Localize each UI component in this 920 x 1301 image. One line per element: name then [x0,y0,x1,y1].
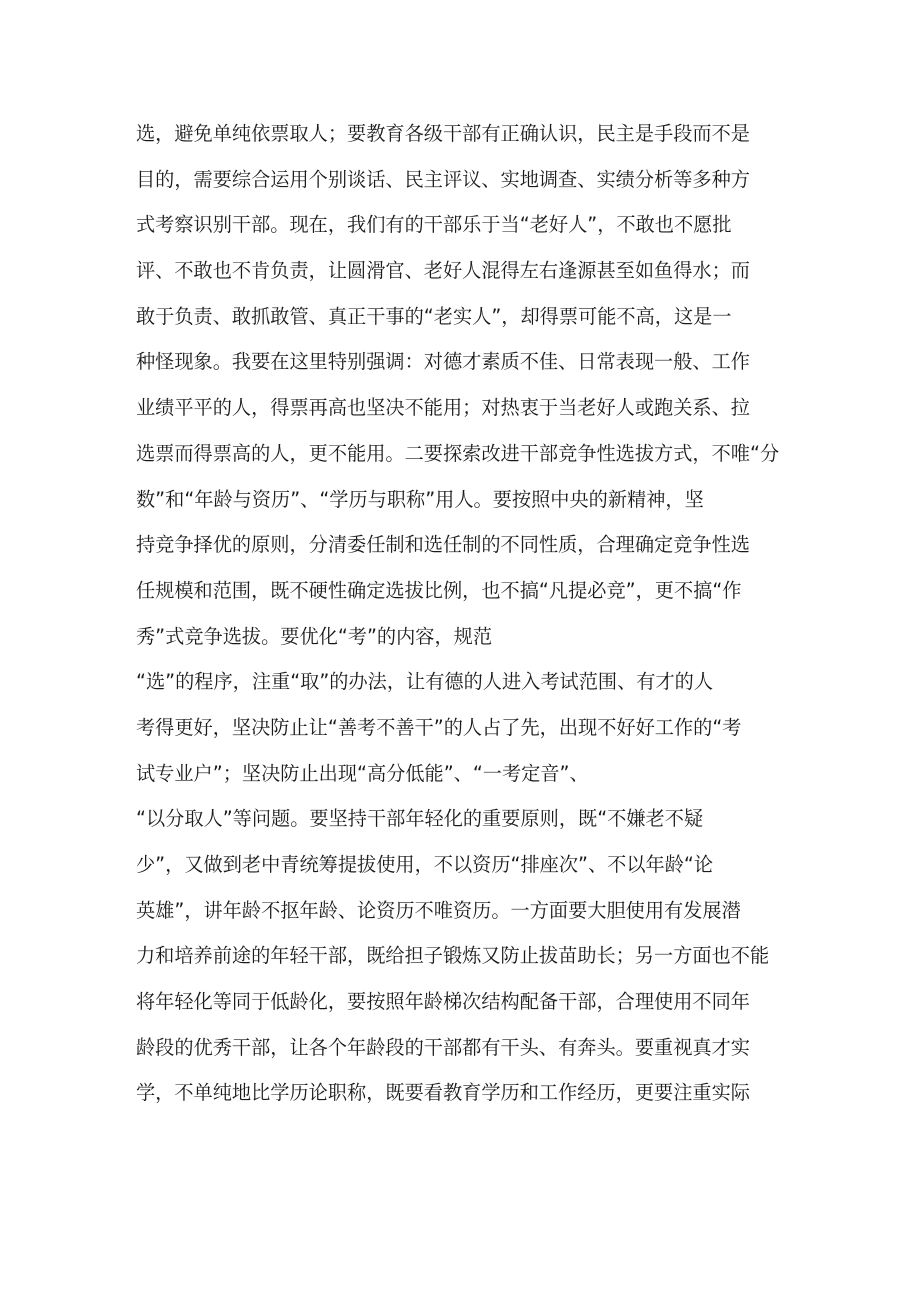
text-line: 评、不敢也不肯负责，让圆滑官、老好人混得左右逢源甚至如鱼得水；而 [136,259,750,283]
text-line: 考得更好，坚决防止让“善考不善干”的人占了先，出现不好好工作的“考 [136,715,742,739]
text-line: 业绩平平的人，得票再高也坚决不能用；对热衷于当老好人或跑关系、拉 [136,396,750,420]
text-line: 任规模和范围，既不硬性确定选拔比例，也不搞“凡提必竞”，更不搞“作 [136,578,742,602]
text-line: 种怪现象。我要在这里特别强调：对德才素质不佳、日常表现一般、工作 [136,350,750,374]
body-text [136,111,786,1116]
text-line: 式考察识别干部。现在，我们有的干部乐于当“老好人”，不敢也不愿批 [136,213,732,237]
text-line: 试专业户”；坚决防止出现“高分低能”、“一考定音”、 [136,761,589,785]
text-line: 力和培养前途的年轻干部，既给担子锻炼又防止拔苗助长；另一方面也不能 [136,944,770,968]
text-line: 目的，需要综合运用个别谈话、民主评议、实地调查、实绩分析等多种方 [136,167,750,191]
text-line: 秀”式竞争选拔。要优化“考”的内容，规范 [136,624,493,648]
text-line: 少”，又做到老中青统筹提拔使用，不以资历“排座次”、不以年龄“论 [136,853,714,876]
text-line: 选，避免单纯依票取人；要教育各级干部有正确认识，民主是手段而不是 [136,122,750,145]
text-line: “选”的程序，注重“取”的办法，让有德的人进入考试范围、有才的人 [136,670,714,694]
text-line: 持竞争择优的原则，分清委任制和选任制的不同性质，合理确定竞争性选 [136,533,750,557]
text-line: 数”和“年龄与资历”、“学历与职称”用人。要按照中央的新精神，坚 [136,487,704,511]
text-line: 学，不单纯地比学历论职称，既要看教育学历和工作经历，更要注重实际 [136,1081,750,1105]
text-line: 敢于负责、敢抓敢管、真正干事的“老实人”，却得票可能不高，这是一 [136,304,732,328]
text-line: 选票而得票高的人，更不能用。二要探索改进干部竞争性选拔方式，不唯“分 [136,441,780,465]
text-line: “以分取人”等问题。要坚持干部年轻化的重要原则，既“不嫌老不疑 [136,807,704,831]
text-line: 英雄”，讲年龄不抠年龄、论资历不唯资历。一方面要大胆使用有发展潜 [136,898,741,922]
text-line: 将年轻化等同于低龄化，要按照年龄梯次结构配备干部，合理使用不同年 [136,990,750,1014]
text-line: 龄段的优秀干部，让各个年龄段的干部都有干头、有奔头。要重视真才实 [136,1035,750,1059]
